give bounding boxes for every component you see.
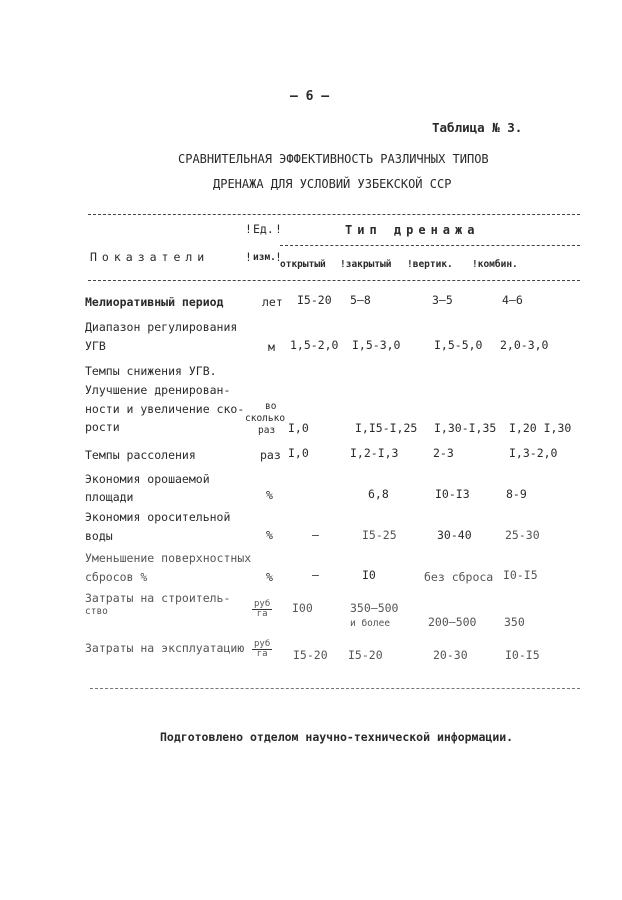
header-mid-rule xyxy=(280,245,580,246)
row-label: ности и увеличение ско- xyxy=(85,402,245,416)
cell-vertical: I0-I3 xyxy=(435,487,470,501)
cell-closed: 5–8 xyxy=(350,293,371,307)
cell-open: 1,5-2,0 xyxy=(290,338,339,352)
row-label: площади xyxy=(85,490,134,504)
footer-note: Подготовлено отделом научно-технической информации. xyxy=(160,730,514,744)
cell-open: I,0 xyxy=(288,446,309,460)
row-label: Улучшение дренирован- xyxy=(85,383,231,397)
page-number: – 6 – xyxy=(290,89,330,104)
cell-closed: I,I5-I,25 xyxy=(355,421,418,435)
cell-open: I00 xyxy=(292,601,313,615)
row-unit: раз xyxy=(260,448,281,462)
row-label: Темпы снижения УГВ. xyxy=(85,364,217,378)
cell-vertical: 30-40 xyxy=(437,528,472,542)
cell-vertical: 20-30 xyxy=(433,648,468,662)
row-unit-fraction xyxy=(252,600,272,619)
cell-vertical: 3–5 xyxy=(432,293,453,307)
row-label: сбросов % xyxy=(85,570,148,584)
cell-open: – xyxy=(312,528,319,542)
unit-denominator: га xyxy=(256,609,268,619)
header-col-open: открытый xyxy=(280,259,326,270)
cell-combined: 25-30 xyxy=(505,528,540,542)
row-label: Затраты на эксплуатацию xyxy=(85,641,245,655)
cell-combined: 8-9 xyxy=(506,487,527,501)
cell-combined: I0-I5 xyxy=(505,648,540,662)
row-unit: лет xyxy=(262,295,283,309)
cell-closed: 6,8 xyxy=(368,487,389,501)
cell-open: I5-20 xyxy=(297,293,332,307)
cell-closed: 350–500 xyxy=(350,601,399,615)
unit-denominator: га xyxy=(256,649,268,659)
row-label: Затраты на строитель- xyxy=(85,591,231,605)
header-unit-line2: изм. xyxy=(253,252,276,263)
row-unit: во xyxy=(265,401,277,412)
table-label: Таблица № 3. xyxy=(432,120,523,135)
cell-open: – xyxy=(312,568,319,582)
row-label: рости xyxy=(85,420,120,434)
cell-closed: I0 xyxy=(362,568,376,582)
unit-numerator: руб xyxy=(254,639,271,649)
row-label: Уменьшение поверхностных xyxy=(85,551,252,565)
header-col-combined: комбин. xyxy=(477,259,518,270)
header-col-vertical: вертик. xyxy=(412,259,453,270)
cell-combined: I,20 I,30 xyxy=(509,421,572,435)
cell-open: I5-20 xyxy=(293,648,328,662)
title-line-2: ДРЕНАЖА ДЛЯ УСЛОВИЙ УЗБЕКСКОЙ ССР xyxy=(213,177,452,191)
cell-vertical: без сброса xyxy=(424,570,494,584)
cell-combined: 4–6 xyxy=(502,293,523,307)
header-unit-line1: Ед. xyxy=(253,222,274,236)
title-line-1: СРАВНИТЕЛЬНАЯ ЭФФЕКТИВНОСТЬ РАЗЛИЧНЫХ ТИПОВ xyxy=(178,152,489,166)
cell-combined: 350 xyxy=(504,615,525,629)
row-unit: % xyxy=(266,528,273,542)
cell-vertical: 2-3 xyxy=(433,446,454,460)
table-top-rule xyxy=(88,214,580,215)
cell-vertical: I,5-5,0 xyxy=(434,338,483,352)
unit-numerator: руб xyxy=(254,599,271,609)
row-label: ство xyxy=(85,606,108,617)
row-label: Диапазон регулирования xyxy=(85,320,238,334)
cell-vertical: 200–500 xyxy=(428,615,477,629)
cell-combined: 2,0-3,0 xyxy=(500,338,549,352)
row-label: Темпы рассоления xyxy=(85,448,196,462)
header-drainage-type: Тип дренажа xyxy=(345,223,480,237)
cell-combined: I,3-2,0 xyxy=(509,446,558,460)
row-unit: раз xyxy=(258,425,276,436)
cell-vertical: I,30-I,35 xyxy=(434,421,497,435)
row-label: Мелиоративный период xyxy=(85,295,224,309)
table-bottom-rule xyxy=(90,688,580,689)
cell-combined: I0-I5 xyxy=(503,568,538,582)
cell-closed-extra: и более xyxy=(350,618,391,629)
row-label: Экономия орошаемой xyxy=(85,472,210,486)
row-unit-fraction xyxy=(252,640,272,659)
cell-open: I,0 xyxy=(288,421,309,435)
cell-closed: I,5-3,0 xyxy=(352,338,401,352)
header-col-closed: закрытый xyxy=(345,259,392,270)
row-unit: сколько xyxy=(245,413,286,424)
cell-closed: I5-20 xyxy=(348,648,383,662)
row-unit: м xyxy=(268,340,275,354)
header-indicators: Показатели xyxy=(90,250,210,264)
row-label: Экономия оросительной xyxy=(85,510,231,524)
cell-closed: I,2-I,3 xyxy=(350,446,399,460)
row-unit: % xyxy=(266,488,273,502)
cell-closed: I5-25 xyxy=(362,528,397,542)
row-label: УГВ xyxy=(85,339,106,353)
row-unit: % xyxy=(266,570,273,584)
row-label: воды xyxy=(85,529,113,543)
header-bottom-rule xyxy=(88,280,580,281)
